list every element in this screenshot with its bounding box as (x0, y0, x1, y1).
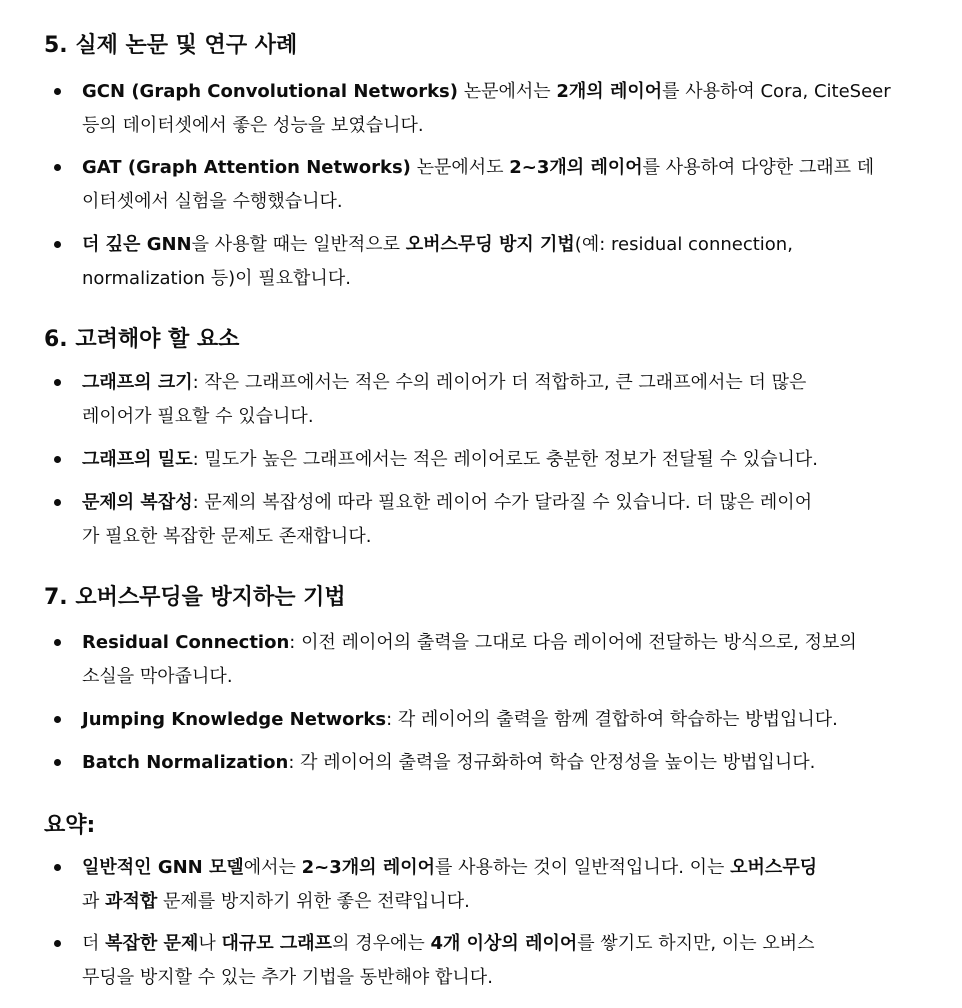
bullet-dot-icon (54, 864, 61, 871)
text-run: 를 사용하는 것이 일반적입니다. 이는 (435, 857, 731, 878)
list-item (82, 927, 922, 995)
list-item (82, 75, 922, 143)
text-run: 논문에서도 (410, 157, 510, 178)
list-item (82, 703, 922, 737)
text-run: 이터셋에서 실험을 수행했습니다. (82, 191, 343, 212)
text-run: : 밀도가 높은 그래프에서는 적은 레이어로도 충분한 정보가 전달될 수 있습니다. (192, 449, 819, 470)
bullet-dot-icon (54, 164, 61, 171)
bullet-dot-icon (54, 456, 61, 463)
text-run: 에서는 (243, 857, 302, 878)
section-heading: 요약: (44, 813, 96, 838)
bullet-dot-icon (54, 759, 61, 766)
text-run: 무딩을 방지할 수 있는 추가 기법을 동반해야 합니다. (82, 967, 493, 988)
text-run: Jumping Knowledge Networks (82, 709, 387, 730)
text-run: 문제를 방지하기 위한 좋은 전략입니다. (157, 891, 470, 912)
text-run: 논문에서는 (457, 81, 557, 102)
text-run: 오버스무딩 (730, 857, 818, 878)
text-line (82, 366, 922, 400)
text-run: 를 사용하여 다양한 그래프 데 (642, 157, 875, 178)
bullet-dot-icon (54, 88, 61, 95)
text-run: 문제의 복잡성 (82, 492, 193, 513)
text-run: 대규모 그래프 (221, 933, 333, 954)
text-line (82, 185, 922, 219)
text-run: 2~3개의 레이어 (509, 157, 643, 178)
text-line (82, 75, 922, 109)
text-run: 2개의 레이어 (556, 81, 663, 102)
list-item (82, 151, 922, 219)
text-line (82, 927, 922, 961)
bullet-dot-icon (54, 716, 61, 723)
text-line (82, 400, 922, 434)
text-run: normalization 등)이 필요합니다. (82, 268, 351, 289)
list-item (82, 443, 922, 477)
text-run: 나 (198, 933, 222, 954)
text-line (82, 486, 922, 520)
text-run: 을 사용할 때는 일반적으로 (191, 234, 406, 255)
list-item (82, 228, 922, 296)
text-run: : 작은 그래프에서는 적은 수의 레이어가 더 적합하고, 큰 그래프에서는 더 많은 (192, 372, 807, 393)
text-run: 그래프의 밀도 (82, 449, 193, 470)
text-run: 과 (82, 891, 106, 912)
text-run: 오버스무딩 방지 기법 (405, 234, 575, 255)
text-run: GAT (Graph Attention Networks) (82, 157, 411, 178)
section-heading: 6. 고려해야 할 요소 (44, 327, 240, 352)
section-heading: 7. 오버스무딩을 방지하는 기법 (44, 585, 346, 610)
text-run: 의 경우에는 (332, 933, 431, 954)
bullet-dot-icon (54, 639, 61, 646)
text-run: 를 사용하여 Cora, CiteSeer (662, 81, 891, 102)
text-run: 그래프의 크기 (82, 372, 193, 393)
list-item (82, 486, 922, 554)
text-line (82, 961, 922, 995)
text-run: 더 (82, 933, 106, 954)
bullet-dot-icon (54, 940, 61, 947)
text-run: 레이어가 필요할 수 있습니다. (82, 406, 314, 427)
list-item (82, 366, 922, 434)
list-item (82, 746, 922, 780)
text-line (82, 703, 922, 737)
text-run: 가 필요한 복잡한 문제도 존재합니다. (82, 526, 372, 547)
text-run: : 이전 레이어의 출력을 그대로 다음 레이어에 전달하는 방식으로, 정보의 (289, 632, 857, 653)
text-run: 등의 데이터셋에서 좋은 성능을 보였습니다. (82, 115, 424, 136)
text-run: Residual Connection (82, 632, 290, 653)
text-run: 더 깊은 GNN (82, 234, 192, 255)
text-run: 과적합 (105, 891, 158, 912)
text-run: Batch Normalization (82, 752, 289, 773)
text-run: 복잡한 문제 (105, 933, 199, 954)
text-run: : 각 레이어의 출력을 정규화하여 학습 안정성을 높이는 방법입니다. (288, 752, 816, 773)
text-run: GCN (Graph Convolutional Networks) (82, 81, 458, 102)
text-run: : 문제의 복잡성에 따라 필요한 레이어 수가 달라질 수 있습니다. 더 많은 레이어 (192, 492, 813, 513)
text-line (82, 262, 922, 296)
bullet-dot-icon (54, 499, 61, 506)
text-line (82, 520, 922, 554)
list-item (82, 851, 922, 919)
section-heading: 5. 실제 논문 및 연구 사례 (44, 33, 298, 58)
text-line (82, 851, 922, 885)
bullet-dot-icon (54, 379, 61, 386)
text-line (82, 443, 922, 477)
list-item (82, 626, 922, 694)
text-line (82, 660, 922, 694)
text-run: 4개 이상의 레이어 (430, 933, 578, 954)
text-line (82, 746, 922, 780)
bullet-dot-icon (54, 241, 61, 248)
text-run: : 각 레이어의 출력을 함께 결합하여 학습하는 방법입니다. (386, 709, 838, 730)
text-run: 를 쌓기도 하지만, 이는 오버스 (577, 933, 815, 954)
text-run: 소실을 막아줍니다. (82, 666, 233, 687)
text-line (82, 885, 922, 919)
text-run: 2~3개의 레이어 (301, 857, 435, 878)
text-line (82, 626, 922, 660)
text-line (82, 228, 922, 262)
text-line (82, 151, 922, 185)
text-run: (예: residual connection, (574, 234, 793, 255)
text-run: 일반적인 GNN 모델 (82, 857, 244, 878)
text-line (82, 109, 922, 143)
